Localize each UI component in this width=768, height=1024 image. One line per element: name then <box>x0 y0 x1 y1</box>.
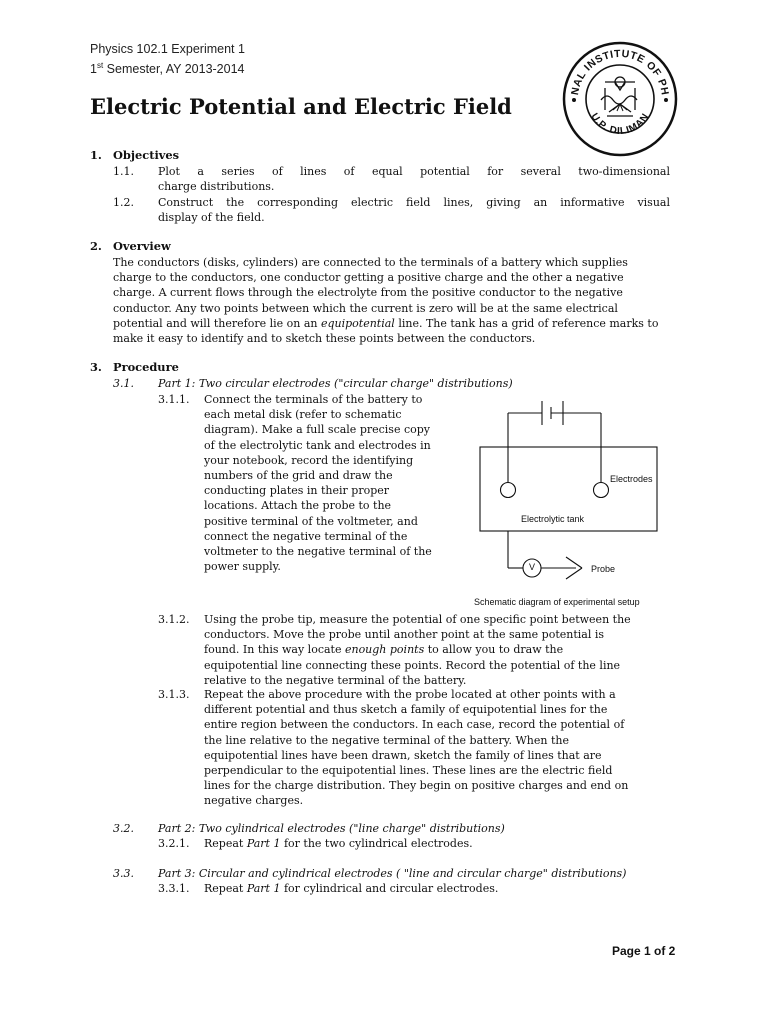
overview-line: charge to the conductors, one conductor getting a positive charge and the other a negative <box>113 271 624 285</box>
step-line: conductors. Move the probe until another point at the same potential is <box>204 628 605 642</box>
step-emphasis: enough points <box>344 643 425 657</box>
schematic-diagram <box>470 395 680 590</box>
section-heading-objectives: Objectives <box>113 148 180 162</box>
step-line: equipotential line connecting these points. Record the potential of the line <box>204 658 621 672</box>
step-text: Repeat <box>204 882 247 895</box>
part1-number: 3.1. <box>113 377 134 390</box>
section-number-2: 2. <box>90 239 102 253</box>
step-line: negative charges. <box>204 794 304 808</box>
part1-title: Part 1: Two circular electrodes ("circular charge" distributions) <box>158 377 513 390</box>
part3-title: Part 3: Circular and cylindrical electrodes ( "line and circular charge" distributions) <box>158 867 627 880</box>
probe-label: Probe <box>591 564 616 574</box>
step-emphasis: Part 1 <box>246 882 281 895</box>
step-number: 3.3.1. <box>158 882 190 895</box>
overview-paragraph <box>113 255 675 346</box>
step-line: Using the probe tip, measure the potential of one specific point between the <box>204 613 631 626</box>
voltmeter-label: V <box>529 562 536 572</box>
semester-number: 1 <box>90 62 97 76</box>
step-emphasis: Part 1 <box>246 837 281 850</box>
objective-number: 1.2. <box>113 196 134 209</box>
step-line: conducting plates in their proper <box>204 484 390 498</box>
seal-bottom-text: U.P. DILIMAN <box>588 111 652 138</box>
section-heading-overview: Overview <box>113 239 171 253</box>
step-line: the line relative to the negative terminal of the battery. When the <box>204 733 569 747</box>
step-line: Repeat the above procedure with the probe located at other points with a <box>204 688 616 701</box>
step-number: 3.2.1. <box>158 837 190 850</box>
objective-line: Plot a series of lines of equal potential for several two-dimensional <box>158 165 670 178</box>
overview-line: make it easy to identify and to sketch these points between the conductors. <box>113 332 536 346</box>
overview-line: charge. A current flows through the electrolyte from the positive conductor to the negative <box>113 286 623 300</box>
step-3-3-1-text <box>204 881 498 896</box>
step-line: power supply. <box>204 560 281 574</box>
step-line: diagram). Make a full scale precise copy <box>204 423 430 437</box>
step-number: 3.1.3. <box>158 688 190 701</box>
overview-emphasis: equipotential <box>320 316 395 330</box>
overview-text: line. The tank has a grid of reference marks to <box>394 316 659 330</box>
step-line: positive terminal of the voltmeter, and <box>204 514 418 528</box>
electrodes-label: Electrodes <box>610 474 653 484</box>
electrolytic-tank-label: Electrolytic tank <box>521 514 585 524</box>
step-text: for cylindrical and circular electrodes. <box>280 882 499 895</box>
step-line: Connect the terminals of the battery to <box>204 393 423 406</box>
step-line: relative to the negative terminal of the battery. <box>204 673 467 687</box>
step-line: connect the negative terminal of the <box>204 529 408 543</box>
objective-line: Construct the corresponding electric field lines, giving an informative visual <box>158 196 670 209</box>
semester-superscript: st <box>96 60 104 70</box>
step-text: for the two cylindrical electrodes. <box>280 837 473 850</box>
overview-text: potential and will therefore lie on an <box>113 316 321 330</box>
section-heading-procedure: Procedure <box>113 360 179 374</box>
objective-line: display of the field. <box>158 211 265 225</box>
step-3-1-1-text <box>204 392 464 574</box>
step-line: voltmeter to the negative terminal of the <box>204 545 432 559</box>
step-text: Repeat <box>204 837 247 850</box>
part3-number: 3.3. <box>113 867 134 880</box>
overview-line <box>113 316 675 331</box>
step-3-1-2-text <box>204 612 672 688</box>
step-number: 3.1.2. <box>158 613 190 626</box>
step-3-1-3-text <box>204 687 672 809</box>
section-number-3: 3. <box>90 360 102 374</box>
page-title: Electric Potential and Electric Field <box>90 94 512 119</box>
step-3-2-1-text <box>204 836 473 851</box>
objective-item <box>158 195 670 225</box>
page-number: Page 1 of 2 <box>612 944 676 958</box>
step-line: your notebook, record the identifying <box>204 453 414 467</box>
part2-title: Part 2: Two cylindrical electrodes ("line charge" distributions) <box>158 822 505 835</box>
seal-top-text: NAL INSTITUTE OF PH <box>569 47 671 97</box>
step-line: different potential and thus sketch a family of equipotential lines for the <box>204 703 608 717</box>
step-line: entire region between the conductors. In each case, record the potential of <box>204 718 625 732</box>
course-header: Physics 102.1 Experiment 1 <box>90 42 245 56</box>
step-line: equipotential lines have been drawn, sketch the family of lines that are <box>204 748 602 762</box>
step-number: 3.1.1. <box>158 393 190 406</box>
diagram-caption: Schematic diagram of experimental setup <box>474 597 640 607</box>
institute-seal-logo <box>561 40 679 158</box>
section-number-1: 1. <box>90 148 102 162</box>
step-line: locations. Attach the probe to the <box>204 499 392 513</box>
semester-header <box>90 62 245 76</box>
overview-line: conductor. Any two points between which the current is zero will be at the same electrical <box>113 301 618 315</box>
part2-number: 3.2. <box>113 822 134 835</box>
step-line: of the electrolytic tank and electrodes in <box>204 438 431 452</box>
step-text: to allow you to draw the <box>424 643 564 657</box>
step-line: lines for the charge distribution. They begin on positive charges and end on <box>204 779 629 793</box>
step-line: numbers of the grid and draw the <box>204 469 393 483</box>
objective-item <box>158 164 670 194</box>
objective-number: 1.1. <box>113 165 134 178</box>
step-line: each metal disk (refer to schematic <box>204 408 402 422</box>
step-text: found. In this way locate <box>204 643 345 657</box>
objective-line: charge distributions. <box>158 180 275 194</box>
semester-text: Semester, AY 2013-2014 <box>103 62 245 76</box>
overview-line: The conductors (disks, cylinders) are connected to the terminals of a battery which supplies <box>113 256 628 269</box>
step-line <box>204 642 672 657</box>
step-line: perpendicular to the equipotential lines. These lines are the electric field <box>204 764 613 778</box>
